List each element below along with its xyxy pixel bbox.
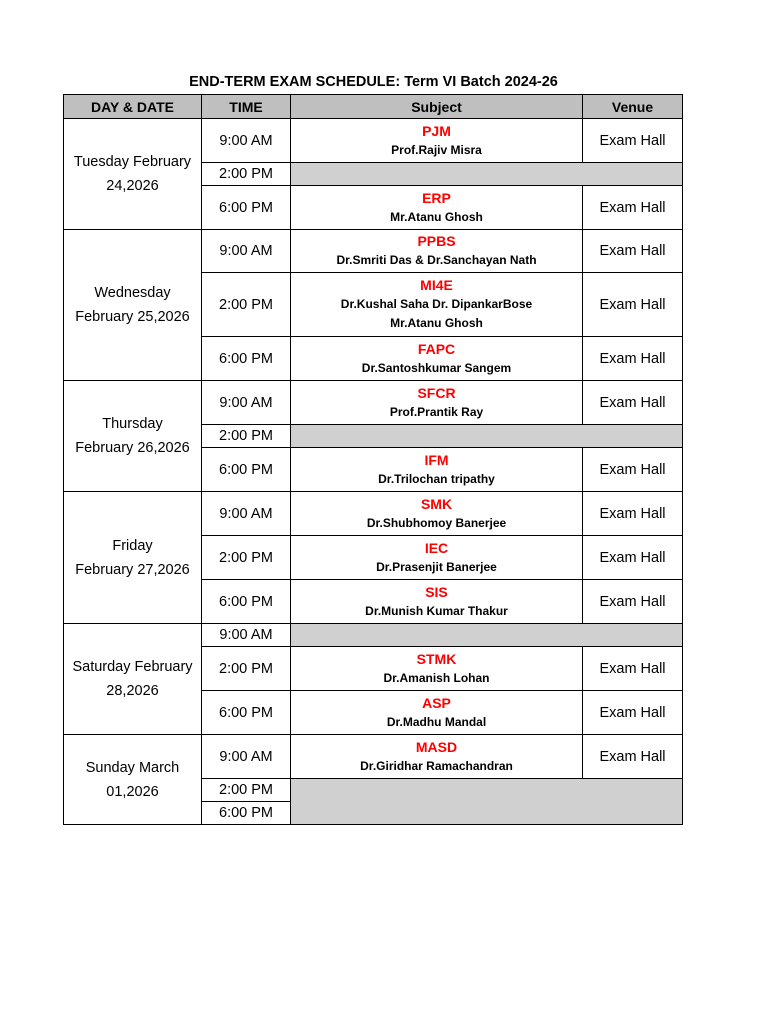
table-row [64,624,683,647]
venue-cell: Exam Hall [583,448,683,492]
subject-code: SFCR [417,384,456,401]
faculty-name: Mr.Atanu Ghosh [390,209,483,224]
faculty-name: Dr.Prasenjit Banerjee [376,559,497,574]
day-date-line: Sunday March [85,759,180,776]
day-date-cell [64,492,202,624]
venue-cell: Exam Hall [583,735,683,779]
subject-code: SMK [420,495,453,512]
time-cell: 6:00 PM [202,448,291,492]
venue-cell: Exam Hall [583,381,683,425]
time-cell: 9:00 AM [202,492,291,536]
subject-cell [291,119,583,163]
time-cell: 2:00 PM [202,647,291,691]
day-date-line: February 27,2026 [75,561,190,578]
subject-cell [291,273,583,337]
subject-cell [291,492,583,536]
header-venue: Venue [583,95,683,119]
faculty-name: Dr.Kushal Saha Dr. DipankarBose [340,297,533,311]
subject-cell [291,536,583,580]
time-cell: 9:00 AM [202,119,291,163]
day-date-cell [64,230,202,381]
time-cell: 9:00 AM [202,624,291,647]
subject-code: MASD [415,738,458,755]
subject-code: IFM [424,451,449,468]
subject-cell [291,448,583,492]
faculty-name: Dr.Trilochan tripathy [378,471,495,486]
header-day: DAY & DATE [64,95,202,119]
venue-cell: Exam Hall [583,119,683,163]
venue-cell: Exam Hall [583,647,683,691]
time-cell: 6:00 PM [202,691,291,735]
day-date-cell [64,381,202,492]
time-cell: 2:00 PM [202,425,291,448]
subject-code: ASP [422,694,451,711]
subject-code: PPBS [417,233,456,249]
day-date-line: February 25,2026 [75,309,190,325]
day-date-line: 28,2026 [106,683,159,699]
day-date-line: 24,2026 [106,178,159,194]
time-cell: 2:00 PM [202,779,291,802]
time-cell: 6:00 PM [202,337,291,381]
header-row [64,95,683,119]
venue-cell: Exam Hall [583,337,683,381]
table-row [64,492,683,536]
subject-cell [291,647,583,691]
time-cell: 2:00 PM [202,536,291,580]
day-date-line: Friday [112,537,153,554]
time-cell: 9:00 AM [202,381,291,425]
venue-cell: Exam Hall [583,492,683,536]
subject-cell [291,186,583,230]
subject-cell [291,337,583,381]
day-date-cell [64,735,202,825]
day-date-line: Thursday [102,416,163,432]
faculty-name: Dr.Santoshkumar Sangem [361,360,512,375]
faculty-name: Dr.Madhu Mandal [386,714,487,729]
subject-cell [291,381,583,425]
page-title: END-TERM EXAM SCHEDULE: Term VI Batch 2024-26 [189,74,558,90]
table-row [64,381,683,425]
subject-cell [291,735,583,779]
time-cell: 6:00 PM [202,580,291,624]
empty-slot [291,425,683,448]
faculty-name: Dr.Giridhar Ramachandran [360,758,513,773]
subject-cell [291,230,583,273]
venue-cell: Exam Hall [583,186,683,230]
schedule-body [64,119,683,825]
venue-cell: Exam Hall [583,230,683,273]
empty-slot [291,624,683,647]
faculty-name: Dr.Smriti Das & Dr.Sanchayan Nath [336,253,537,267]
subject-code: MI4E [420,277,453,293]
venue-cell: Exam Hall [583,580,683,624]
venue-cell: Exam Hall [583,536,683,580]
table-row [64,119,683,163]
time-cell: 9:00 AM [202,735,291,779]
header-subject: Subject [291,95,583,119]
subject-code: STMK [416,650,457,667]
subject-code: IEC [424,539,449,556]
faculty-name: Dr.Amanish Lohan [383,670,490,685]
faculty-name: Dr.Shubhomoy Banerjee [366,515,507,530]
faculty-name: Mr.Atanu Ghosh [390,316,483,330]
day-date-cell [64,119,202,230]
day-date-cell [64,624,202,735]
faculty-name: Prof.Prantik Ray [389,404,484,419]
venue-cell: Exam Hall [583,273,683,337]
subject-cell [291,691,583,735]
time-cell: 9:00 AM [202,230,291,273]
faculty-name: Dr.Munish Kumar Thakur [365,603,508,618]
table-row [64,735,683,779]
time-cell: 2:00 PM [202,163,291,186]
day-date-line: Wednesday [94,285,171,301]
time-cell: 2:00 PM [202,273,291,337]
empty-slot [291,163,683,186]
time-cell: 6:00 PM [202,186,291,230]
subject-code: ERP [422,189,451,206]
day-date-line: Saturday February [72,659,193,675]
subject-code: SIS [425,583,448,600]
day-date-line: Tuesday February [73,154,192,170]
time-cell: 6:00 PM [202,802,291,825]
subject-code: FAPC [417,340,456,357]
day-date-line: February 26,2026 [75,440,190,456]
faculty-name: Prof.Rajiv Misra [391,142,482,157]
header-time: TIME [202,95,291,119]
table-row [64,230,683,273]
empty-slot [291,779,683,825]
subject-cell [291,580,583,624]
day-date-line: 01,2026 [106,783,159,800]
subject-code: PJM [422,122,451,139]
venue-cell: Exam Hall [583,691,683,735]
exam-schedule-table [63,94,683,825]
